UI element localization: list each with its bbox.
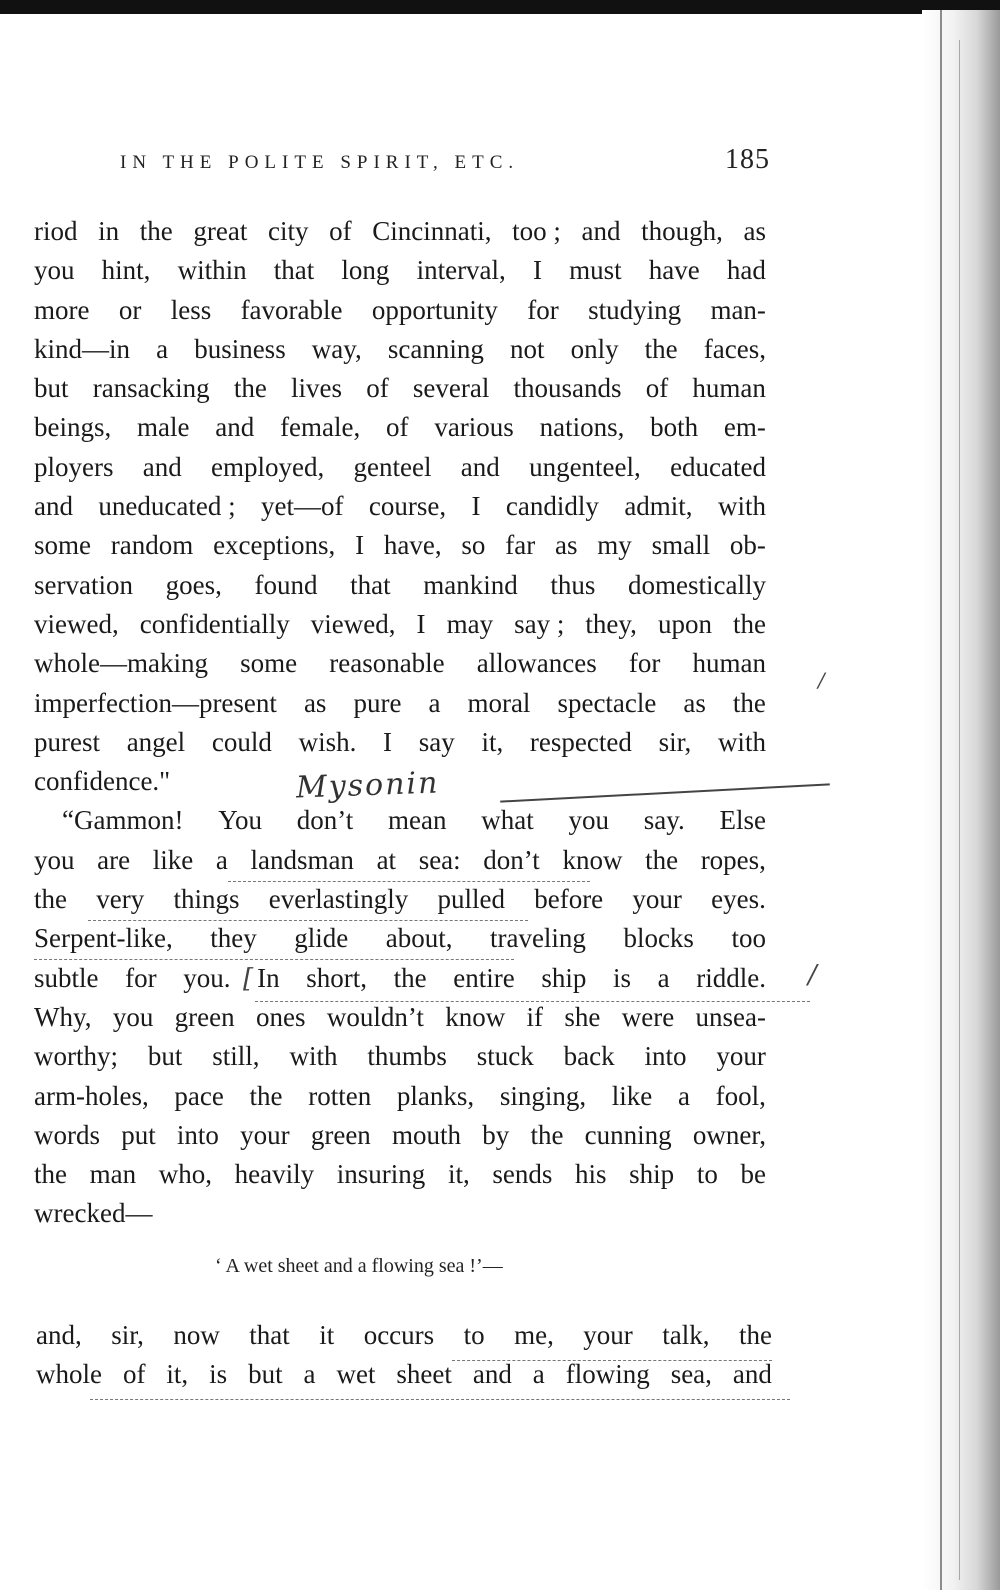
word: a bbox=[303, 1359, 316, 1390]
word: still, bbox=[212, 1041, 260, 1072]
word: flowing bbox=[565, 1359, 650, 1390]
word: to bbox=[696, 1159, 718, 1190]
word: hint, bbox=[101, 255, 151, 286]
word: goes, bbox=[165, 569, 222, 600]
word: the bbox=[393, 962, 427, 993]
word: great bbox=[193, 216, 248, 246]
word: put bbox=[121, 1119, 156, 1150]
word: wouldn’t bbox=[326, 1001, 424, 1032]
word: business bbox=[194, 333, 286, 364]
word: ship bbox=[629, 1159, 675, 1190]
word: uneducated ; bbox=[98, 491, 236, 522]
word: if bbox=[526, 1001, 544, 1032]
word: entire bbox=[453, 962, 515, 993]
word: the bbox=[530, 1119, 564, 1150]
word: have bbox=[648, 255, 700, 286]
word: confidentially bbox=[139, 608, 290, 639]
word: genteel bbox=[353, 451, 432, 482]
word: the bbox=[34, 1159, 67, 1190]
text-line bbox=[34, 801, 766, 840]
word: thousands bbox=[513, 373, 622, 404]
word: green bbox=[310, 1119, 371, 1150]
word: worthy; bbox=[34, 1041, 118, 1072]
text-line bbox=[34, 959, 766, 998]
word: is bbox=[209, 1359, 228, 1390]
word: things bbox=[173, 884, 240, 915]
word: the bbox=[644, 333, 678, 364]
word: a bbox=[677, 1080, 690, 1111]
word: mankind bbox=[423, 569, 518, 600]
word: sheet bbox=[396, 1359, 452, 1390]
verse-quotation: ‘ A wet sheet and a flowing sea !’— bbox=[215, 1255, 503, 1277]
word: domestically bbox=[628, 569, 766, 600]
word: allowances bbox=[476, 648, 597, 679]
handwritten-annotation: Mysonin bbox=[295, 765, 440, 806]
word: thus bbox=[550, 569, 596, 600]
word: know bbox=[562, 844, 623, 875]
text-line bbox=[34, 291, 766, 330]
word: words bbox=[34, 1119, 100, 1150]
text-line bbox=[34, 605, 766, 644]
word: and bbox=[460, 451, 500, 482]
word: back bbox=[563, 1041, 615, 1072]
word: a bbox=[532, 1359, 545, 1390]
word: it, bbox=[481, 726, 504, 757]
word: wet bbox=[336, 1359, 376, 1390]
word: and bbox=[732, 1359, 772, 1390]
word: human bbox=[692, 648, 766, 679]
text-line bbox=[34, 919, 766, 958]
word: You bbox=[218, 805, 263, 836]
word: candidly bbox=[505, 491, 599, 522]
word: owner, bbox=[692, 1119, 766, 1150]
word: “Gammon! bbox=[62, 805, 184, 836]
word: employed, bbox=[211, 451, 325, 482]
word: like bbox=[152, 844, 194, 875]
text-line bbox=[34, 841, 766, 880]
word: is bbox=[612, 962, 631, 993]
word: several bbox=[412, 373, 490, 404]
word: Serpent-like, bbox=[34, 923, 173, 954]
word: sends bbox=[492, 1159, 553, 1190]
word: say. bbox=[643, 805, 685, 836]
word: sir, bbox=[111, 1320, 144, 1350]
word: course, bbox=[368, 491, 447, 522]
word: Why, bbox=[34, 1001, 92, 1032]
word: about, bbox=[385, 923, 453, 954]
word: you. bbox=[183, 962, 231, 993]
text-line bbox=[34, 684, 766, 723]
word: the bbox=[645, 844, 679, 875]
pencil-underline bbox=[228, 880, 590, 882]
pencil-underline bbox=[255, 1000, 810, 1002]
word: me, bbox=[514, 1320, 554, 1350]
word: studying bbox=[588, 294, 682, 325]
pencil-underline bbox=[452, 1359, 772, 1361]
word: favorable bbox=[240, 294, 343, 325]
word: subtle bbox=[34, 962, 99, 993]
word: a bbox=[215, 844, 228, 875]
word: ob- bbox=[729, 530, 766, 561]
word: a bbox=[156, 333, 169, 364]
text-line bbox=[34, 880, 766, 919]
running-header bbox=[110, 144, 770, 188]
word: she bbox=[564, 1001, 601, 1032]
page-edge-line bbox=[959, 40, 960, 1580]
word: your bbox=[716, 1041, 766, 1072]
word: ropes, bbox=[700, 844, 766, 875]
word: say bbox=[418, 726, 455, 757]
word: more bbox=[34, 294, 90, 325]
pencil-underline bbox=[88, 919, 528, 921]
word: purest bbox=[34, 726, 100, 757]
text-line bbox=[34, 487, 766, 526]
text-line bbox=[34, 212, 766, 251]
word: Else bbox=[719, 805, 766, 836]
word: you bbox=[34, 255, 75, 286]
word: yet—of bbox=[261, 491, 344, 522]
text-line bbox=[34, 644, 766, 683]
word: I bbox=[355, 530, 365, 561]
margin-mark: / bbox=[818, 668, 825, 692]
word: or bbox=[118, 294, 142, 325]
word: and bbox=[581, 216, 621, 246]
word: long bbox=[341, 255, 390, 286]
text-line bbox=[36, 1355, 772, 1394]
word: ship bbox=[541, 962, 587, 993]
word: exceptions, bbox=[213, 530, 336, 561]
word: In bbox=[257, 962, 280, 993]
word: a bbox=[657, 962, 670, 993]
pencil-underline bbox=[90, 1398, 790, 1400]
word: some bbox=[240, 648, 298, 679]
word: some bbox=[34, 530, 91, 561]
word: may bbox=[446, 608, 494, 639]
word: too ; bbox=[512, 216, 561, 246]
word: riod bbox=[34, 216, 78, 246]
word: singing, bbox=[499, 1080, 587, 1111]
word: my bbox=[597, 530, 632, 561]
word: and bbox=[215, 412, 255, 443]
word: insuring bbox=[336, 1159, 426, 1190]
word: your bbox=[240, 1119, 290, 1150]
word: green bbox=[174, 1001, 235, 1032]
word: traveling bbox=[489, 923, 586, 954]
word: pulled bbox=[437, 884, 505, 915]
word: as bbox=[683, 687, 706, 718]
word: ones bbox=[255, 1001, 306, 1032]
word: blocks bbox=[623, 923, 694, 954]
word: to bbox=[463, 1320, 485, 1350]
word: found bbox=[254, 569, 318, 600]
text-line bbox=[34, 330, 766, 369]
word: of bbox=[645, 373, 669, 404]
word: were bbox=[621, 1001, 675, 1032]
word: but bbox=[34, 373, 69, 404]
text-line bbox=[34, 566, 766, 605]
word: of bbox=[122, 1359, 146, 1390]
text-line bbox=[34, 1155, 766, 1194]
word: at bbox=[376, 844, 397, 875]
word: angel bbox=[126, 726, 186, 757]
word: cunning bbox=[584, 1119, 672, 1150]
word: wish. bbox=[298, 726, 357, 757]
word: are bbox=[97, 844, 131, 875]
text-line bbox=[34, 1037, 766, 1076]
word: the bbox=[249, 1080, 283, 1111]
word: his bbox=[575, 1159, 607, 1190]
word: in bbox=[98, 216, 120, 246]
word: a bbox=[428, 687, 441, 718]
text-line bbox=[34, 251, 766, 290]
word: nations, bbox=[539, 412, 625, 443]
text-line bbox=[36, 1316, 772, 1355]
word: talk, bbox=[662, 1320, 710, 1350]
word: viewed, bbox=[34, 608, 119, 639]
word: educated bbox=[670, 451, 766, 482]
word: that bbox=[249, 1320, 290, 1350]
word: both bbox=[650, 412, 699, 443]
word: and bbox=[472, 1359, 512, 1390]
word: they bbox=[210, 923, 257, 954]
word: upon bbox=[657, 608, 712, 639]
text-line bbox=[34, 998, 766, 1037]
word: ransacking bbox=[92, 373, 210, 404]
word: less bbox=[170, 294, 212, 325]
scan-top-edge bbox=[0, 0, 1000, 14]
word: human bbox=[692, 373, 766, 404]
running-title: IN THE POLITE SPIRIT, ETC. bbox=[120, 152, 520, 173]
word: beings, bbox=[34, 412, 112, 443]
word: have, bbox=[383, 530, 442, 561]
word: stuck bbox=[476, 1041, 534, 1072]
word: ployers bbox=[34, 451, 114, 482]
word: sea, bbox=[670, 1359, 712, 1390]
word: I bbox=[471, 491, 481, 522]
word: wrecked— bbox=[34, 1198, 153, 1229]
word: by bbox=[482, 1119, 510, 1150]
word: way, bbox=[311, 333, 362, 364]
word: but bbox=[248, 1359, 283, 1390]
word: not bbox=[509, 333, 545, 364]
word: very bbox=[96, 884, 145, 915]
word: within bbox=[177, 255, 247, 286]
word: that bbox=[273, 255, 315, 286]
word: planks, bbox=[396, 1080, 475, 1111]
word: female, bbox=[280, 412, 361, 443]
word: for bbox=[628, 648, 661, 679]
word: unsea- bbox=[695, 1001, 766, 1032]
word: spectacle bbox=[557, 687, 657, 718]
text-line bbox=[34, 1077, 766, 1116]
text-line bbox=[34, 448, 766, 487]
word: it, bbox=[447, 1159, 470, 1190]
word: they, bbox=[585, 608, 637, 639]
pencil-underline bbox=[34, 958, 514, 960]
word: now bbox=[173, 1320, 220, 1350]
word: far bbox=[505, 530, 536, 561]
word: know bbox=[445, 1001, 506, 1032]
text-line bbox=[34, 369, 766, 408]
word: random bbox=[110, 530, 194, 561]
word: your bbox=[583, 1320, 633, 1350]
word: I bbox=[383, 726, 393, 757]
word: had bbox=[726, 255, 766, 286]
bracket-mark: [ bbox=[243, 964, 254, 994]
word: kind—in bbox=[34, 333, 131, 364]
word: but bbox=[147, 1041, 183, 1072]
word: pace bbox=[174, 1080, 224, 1111]
word: of bbox=[386, 412, 409, 443]
word: I bbox=[416, 608, 426, 639]
word: so bbox=[461, 530, 486, 561]
word: mean bbox=[388, 805, 447, 836]
word: you bbox=[34, 844, 75, 875]
word: city bbox=[267, 216, 309, 246]
word: into bbox=[644, 1041, 687, 1072]
word: don’t bbox=[296, 805, 354, 836]
word: eyes. bbox=[711, 884, 766, 915]
word: as bbox=[554, 530, 578, 561]
word: you bbox=[568, 805, 609, 836]
word: who, bbox=[158, 1159, 213, 1190]
word: and, bbox=[36, 1320, 82, 1350]
word: for bbox=[125, 962, 157, 993]
word: mouth bbox=[392, 1119, 462, 1150]
text-line bbox=[34, 723, 766, 762]
word: small bbox=[651, 530, 711, 561]
word: male bbox=[137, 412, 190, 443]
word: it, bbox=[166, 1359, 189, 1390]
body-text bbox=[34, 212, 766, 1234]
word: Cincinnati, bbox=[372, 216, 492, 246]
closing-text bbox=[36, 1316, 772, 1395]
text-line bbox=[34, 1194, 766, 1233]
word: various bbox=[434, 412, 514, 443]
word: sir, bbox=[658, 726, 692, 757]
word: whole—making bbox=[34, 648, 208, 679]
word: moral bbox=[467, 687, 531, 718]
word: of bbox=[329, 216, 352, 246]
word: lives bbox=[291, 373, 343, 404]
word: the bbox=[738, 1320, 772, 1350]
word: man bbox=[89, 1159, 137, 1190]
word: rotten bbox=[308, 1080, 372, 1111]
word: with bbox=[717, 491, 766, 522]
word: be bbox=[740, 1159, 766, 1190]
word: viewed, bbox=[310, 608, 396, 639]
page-edge-line bbox=[940, 10, 942, 1590]
word: confidence." bbox=[34, 766, 171, 797]
margin-mark: / bbox=[808, 960, 817, 990]
word: arm-holes, bbox=[34, 1080, 149, 1111]
word: and bbox=[142, 451, 182, 482]
text-line bbox=[34, 526, 766, 565]
word: I bbox=[532, 255, 542, 286]
word: pure bbox=[353, 687, 402, 718]
word: sea: bbox=[418, 844, 461, 875]
word: only bbox=[570, 333, 619, 364]
text-line bbox=[34, 408, 766, 447]
word: riddle. bbox=[696, 962, 766, 993]
word: whole bbox=[36, 1359, 102, 1390]
word: your bbox=[632, 884, 682, 915]
word: fool, bbox=[715, 1080, 766, 1111]
word: glide bbox=[294, 923, 349, 954]
word: the bbox=[733, 608, 766, 639]
page-gutter-shadow bbox=[922, 10, 1000, 1590]
word: as bbox=[303, 687, 327, 718]
word: though, bbox=[641, 216, 723, 246]
word: you bbox=[112, 1001, 154, 1032]
word: what bbox=[481, 805, 534, 836]
word: and bbox=[34, 491, 73, 522]
word: everlastingly bbox=[268, 884, 409, 915]
word: em- bbox=[723, 412, 766, 443]
word: that bbox=[350, 569, 391, 600]
word: ungenteel, bbox=[529, 451, 641, 482]
word: into bbox=[176, 1119, 219, 1150]
word: as bbox=[743, 216, 766, 246]
word: before bbox=[534, 884, 604, 915]
word: say ; bbox=[514, 608, 565, 639]
word: too bbox=[731, 923, 766, 954]
word: with bbox=[717, 726, 766, 757]
word: scanning bbox=[387, 333, 484, 364]
word: like bbox=[611, 1080, 653, 1111]
word: respected bbox=[529, 726, 632, 757]
word: thumbs bbox=[367, 1041, 447, 1072]
word: the bbox=[732, 687, 766, 718]
word: reasonable bbox=[329, 648, 445, 679]
word: for bbox=[527, 294, 559, 325]
word: don’t bbox=[483, 844, 540, 875]
word: imperfection—present bbox=[34, 687, 277, 718]
word: man- bbox=[710, 294, 766, 325]
page-number: 185 bbox=[725, 144, 770, 175]
word: servation bbox=[34, 569, 133, 600]
word: the bbox=[233, 373, 267, 404]
word: admit, bbox=[624, 491, 693, 522]
word: the bbox=[34, 884, 67, 915]
word: could bbox=[211, 726, 272, 757]
word: must bbox=[569, 255, 622, 286]
word: of bbox=[366, 373, 389, 404]
word: occurs bbox=[363, 1320, 435, 1350]
word: interval, bbox=[416, 255, 506, 286]
word: heavily bbox=[234, 1159, 315, 1190]
word: opportunity bbox=[371, 294, 498, 325]
word: the bbox=[139, 216, 173, 246]
word: faces, bbox=[703, 333, 766, 364]
text-line bbox=[34, 1116, 766, 1155]
word: short, bbox=[306, 962, 367, 993]
word: landsman bbox=[250, 844, 354, 875]
word: it bbox=[319, 1320, 335, 1350]
word: with bbox=[289, 1041, 338, 1072]
